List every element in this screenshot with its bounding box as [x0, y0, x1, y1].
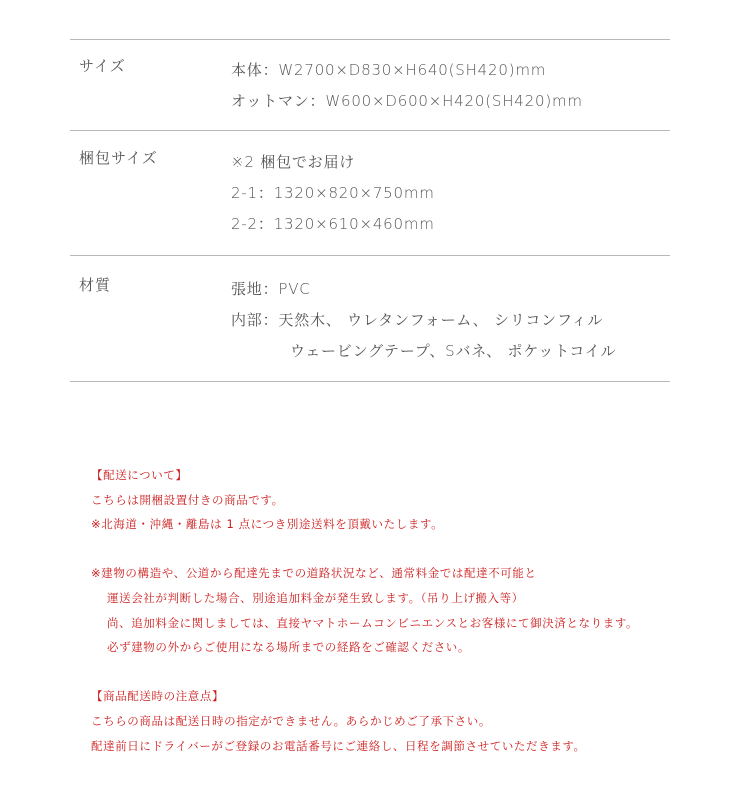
- spec-label-package: 梱包サイズ: [79, 149, 158, 167]
- spec-values-size: [231, 55, 583, 117]
- spec-line: 内部：天然木、 ウレタンフォーム、 シリコンフィル: [231, 311, 604, 329]
- spec-table: [70, 39, 670, 382]
- caution-heading: 【商品配送時の注意点】: [91, 689, 225, 704]
- delivery-notice: [91, 463, 711, 758]
- spec-values-package: [231, 147, 435, 240]
- notice-line: 必ず建物の外からご使用になる場所までの経路をご確認ください。: [107, 640, 470, 655]
- spec-line: 2-2：1320×610×460mm: [231, 215, 435, 233]
- delivery-heading: 【配送について】: [91, 468, 188, 482]
- spec-line: オットマン：W600×D600×H420(SH420)mm: [231, 92, 583, 110]
- spec-row-package: [70, 131, 670, 256]
- spec-values-material: [231, 274, 616, 367]
- spec-line: ウェービングテープ、Sバネ、 ポケットコイル: [290, 342, 617, 360]
- notice-line: 配達前日にドライバーがご登録のお電話番号にご連絡し、日程を調節させていただきます。: [91, 738, 586, 753]
- spec-row-material: [70, 256, 670, 382]
- spec-label-size: サイズ: [79, 57, 126, 75]
- notice-gap: [91, 537, 711, 562]
- notice-line: ※北海道・沖縄・離島は 1 点につき別途送料を頂戴いたします。: [91, 517, 444, 532]
- spec-label-material: 材質: [79, 276, 112, 294]
- spec-line: 張地：PVC: [231, 280, 311, 298]
- notice-line: ※建物の構造や、公道から配達先までの道路状況など、通常料金では配達不可能と: [91, 566, 537, 581]
- spec-line: 2-1：1320×820×750mm: [231, 184, 435, 202]
- spec-line: ※2 梱包でお届け: [231, 153, 356, 171]
- notice-line: こちらの商品は配送日時の指定ができません。あらかじめご了承下さい。: [91, 713, 491, 728]
- spec-line: 本体：W2700×D830×H640(SH420)mm: [231, 61, 547, 79]
- notice-line: 尚、追加料金に関しましては、直接ヤマトホームコンビニエンスとお客様にて御決済となります。: [107, 615, 639, 630]
- spec-row-size: [70, 40, 670, 131]
- notice-gap: [91, 660, 711, 685]
- notice-line: こちらは開梱設置付きの商品です。: [91, 492, 284, 507]
- notice-line: 運送会社が判断した場合、別途追加料金が発生致します。（吊り上げ搬入等）: [107, 590, 524, 605]
